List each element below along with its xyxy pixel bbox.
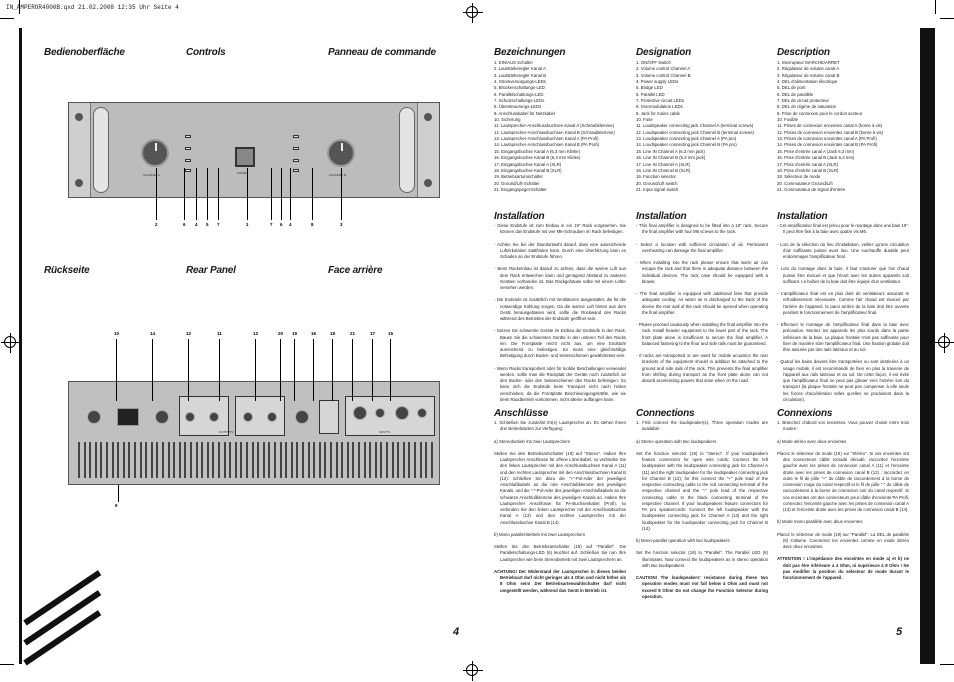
heading-rueckseite: Rückseite bbox=[44, 265, 90, 276]
paragraph: ACHTUNG! Der Widerstand der Lautsprecher in diesen beiden Betriebsart darf nicht geringer als 4 Ohm und nicht höher als 8 Ohm sein! Der Betriebsartenwahlschalter darf nicht umgestellt werden, während das Gerät in Betrieb ist. bbox=[494, 568, 626, 593]
front-callout: 3 bbox=[340, 222, 343, 227]
legend-item: 3. Régulateur de volume canal B bbox=[777, 72, 840, 78]
right-page-bar bbox=[920, 28, 935, 664]
callout-line bbox=[247, 168, 248, 220]
legend-item: 4. Power supply LEDs bbox=[636, 79, 679, 85]
front-callout: 6 bbox=[280, 222, 283, 227]
callout-line bbox=[294, 339, 295, 401]
vent-slot bbox=[302, 442, 304, 478]
callout-line bbox=[372, 339, 373, 401]
legend-item: 7. DEL de circuit protecteur bbox=[777, 98, 829, 104]
vent-slot bbox=[117, 442, 119, 478]
rear-callout: 10 bbox=[114, 331, 120, 336]
crop-mark bbox=[940, 664, 954, 665]
xlr-input-a[interactable] bbox=[395, 406, 409, 420]
rack-hole bbox=[75, 113, 83, 121]
rear-callout: 18 bbox=[330, 331, 336, 336]
vent-slot bbox=[145, 442, 147, 478]
heading-connexions: Connexions bbox=[777, 408, 833, 419]
vent-slot bbox=[308, 442, 310, 478]
rear-callout: 11 bbox=[217, 331, 222, 336]
legend-item: 6. Parallel LED bbox=[636, 91, 665, 97]
terminal-screw[interactable] bbox=[267, 412, 277, 422]
led-indicator bbox=[293, 169, 299, 172]
heading-connections: Connections bbox=[636, 408, 695, 419]
callout-line bbox=[280, 339, 281, 401]
legend-item: 2. Lautstärkeregler Kanal A bbox=[494, 66, 546, 72]
vent-slot bbox=[291, 442, 293, 478]
legend-item: 4. DEL d'alimentation électrique bbox=[777, 79, 838, 85]
legend-item: 1. EIN/AUS Schalter bbox=[494, 60, 533, 65]
front-callout: 1 bbox=[246, 222, 249, 227]
vent-slot bbox=[397, 442, 399, 478]
vent-slot bbox=[212, 442, 214, 478]
page-number-right: 5 bbox=[896, 626, 903, 638]
front-callout: 8 bbox=[311, 222, 314, 227]
legend-item: 10. Fusible bbox=[777, 117, 799, 123]
paragraph: Stellen Sie den Betriebsartschalter (19) auf "Stereo". Haben Ihre Lautsprecher Anschlüsse für offene Litzenkabel, so verbinden Sie den linken Lautsprecher mit den Anschlussbuchsen Kanal A (11) und den rechten Lautsprecher mit den Anschlussbuchsen Kanal B (12): schließen Sie dazu die "+"-Pol-Ader der jeweiligen Anschlußkabels an die rote Anschlußklemme des jeweiligen Kanals, und die "-"-Pol-Ader des jeweiligen Anschlußkabels an die schwarze Anschlußklemme des jeweiligen Kanals an. Haben Ihre Lautsprecher Anschlüsse für PA-Buchsenkabel (Profi), so verbinden Sie den linken Lautsprecher mit der Anschlussbuchse Kanal A (13) und den rechten Lautsprecher mit der Anschlussbuchse Kanal B (14). bbox=[494, 450, 626, 525]
callout-line bbox=[271, 168, 272, 220]
vent-slot bbox=[263, 442, 265, 478]
legend-item: 8. DEL de régime de saturation bbox=[777, 104, 837, 110]
vent-slot bbox=[386, 442, 388, 478]
mains-socket[interactable] bbox=[117, 408, 139, 426]
paragraph: - This final amplifier is designed to be fitted into a 19" rack. Secure the final amplifier with four M6 screws to the rack. bbox=[636, 223, 768, 235]
paragraph: - Diese Endstufe ist zum Einbau in ein 19" Rack vorgesehen. Sie können das Endstufe mit vier M6-Schrauben im Rack befestigen. bbox=[494, 223, 626, 235]
rear-callout: 17 bbox=[370, 331, 376, 336]
label-outputs: OUTPUTS bbox=[219, 430, 234, 434]
heading-anschluesse: Anschlüsse bbox=[494, 408, 549, 419]
legend-item: 5. DEL de pont bbox=[777, 85, 806, 91]
vent-slot bbox=[336, 442, 338, 478]
legend-item: 1. Interrupteur MARCHE/ARRET bbox=[777, 60, 840, 65]
led-indicator bbox=[293, 147, 299, 150]
paragraph: - Quand les baies doivent être transportées ou sont destinées à un usage mobile, il est recommandé de fixer en plus la traverse de l'appareil aux rails latéraux et au sol. De cette façon, il est évité que l'amplificateur final ne peut pas glisser vers l'arrière lors du transport (la plaque frontale ne peut pas compenser à elle seule les forces d'accélération telles qu'elles se produisent dans la circulation). bbox=[777, 359, 909, 402]
callout-line bbox=[218, 168, 219, 220]
front-callout: 7 bbox=[217, 222, 220, 227]
led-indicator bbox=[185, 135, 191, 138]
vent-slot bbox=[168, 442, 170, 478]
callout-line bbox=[332, 339, 333, 401]
legend-item: 21. Eingangspegel-Schalter bbox=[494, 186, 547, 192]
legend-item: 4. Stromversorgungs-LEDs bbox=[494, 79, 546, 85]
legend-item: 20. Commutateur Ground/Lift bbox=[777, 180, 833, 186]
legend-item: 2. Régulateur de volume canal A bbox=[777, 66, 840, 72]
paragraph: - Effectuer le montage de l'amplificateur final dans la baie avec précaution. Montez les appareils les plus lourds dans la partie inférieure de la baie. La plaque frontale n'est pas suffisante pour fixer de manière sûre l'amplificateur final. Une fixation globale doit être assurée par des rails latéraux et au sol. bbox=[777, 322, 909, 352]
legend-item: 17. Line IN Channel A (XLR) bbox=[636, 161, 690, 167]
rack-hole bbox=[424, 113, 432, 121]
vent-slot bbox=[296, 442, 298, 478]
legend-item: 13. Loudspeaker connecting jack Channel A (PA pro) bbox=[636, 136, 737, 142]
heading-bedienoberflaeche: Bedienoberfläche bbox=[44, 47, 125, 58]
vent-slot bbox=[207, 442, 209, 478]
crop-mark bbox=[935, 0, 936, 14]
terminal-screw[interactable] bbox=[243, 412, 253, 422]
legend-item: 9. Prise de connexion pour le cordon secteur bbox=[777, 110, 863, 116]
paragraph: Placez le sélecteur de mode (19) sur "Parallel". La DEL de parallèle (6) s'allume. Connectez les enceintes comme en mode stéréo avec deux enceintes. bbox=[777, 531, 909, 549]
rear-callout: 14 bbox=[150, 331, 156, 336]
legend-item: 12. Loudspeaker connecting jack Channel B (terminal screws) bbox=[636, 129, 754, 135]
legend-fr bbox=[777, 60, 915, 193]
callout-line bbox=[352, 339, 353, 401]
legend-item: 12. Lautsprecher-Anschlussbuchsen Kanal B (Schraubklemme) bbox=[494, 129, 615, 135]
vent-slot bbox=[364, 442, 366, 478]
vent-slot bbox=[392, 442, 394, 478]
print-header: IN_AMPEROR4000B.qxd 21.02.2008 12:35 Uhr Seite 4 bbox=[6, 4, 179, 11]
paragraph: - Cet amplificateur final est prévu pour le montage dans une baie 19". Il peut être fixé à la baie avec quatre vis M6. bbox=[777, 223, 909, 235]
callout-line bbox=[341, 168, 342, 220]
vent-slot bbox=[246, 442, 248, 478]
connections-text-de bbox=[494, 420, 626, 600]
front-callout: 7 bbox=[270, 222, 273, 227]
legend-item: 5. Bridge LED bbox=[636, 85, 663, 91]
left-page-bar bbox=[19, 28, 22, 664]
paragraph: - Please proceed cautiously when installing the final amplifier into the rack. Install heavier equipment to the lower part of the rack. The front plate alone is insufficient to secure the final amplifier. A balanced fastening to the floor and side rails must be guaranteed. bbox=[636, 322, 768, 346]
legend-item: 3. Volume control Channel B bbox=[636, 72, 691, 78]
connections-text-fr bbox=[777, 420, 909, 587]
vent-slot bbox=[313, 442, 315, 478]
paragraph: ATTENTION ! L'impédance des enceintes en mode a) et b) ne doit pas être inférieure à 4 Ohm, ni supérieure à 8 Ohm ! Ne pas modifier la position du sélecteur de mode durant le fonctionnement de l'appareil. bbox=[777, 556, 909, 580]
vent-slot bbox=[420, 442, 422, 478]
rear-callout: 13 bbox=[253, 331, 259, 336]
vent-slot bbox=[341, 442, 343, 478]
handle-left bbox=[93, 107, 109, 193]
vent-slot bbox=[106, 442, 108, 478]
heading-installation-fr: Installation bbox=[777, 211, 828, 222]
paragraph: 1. First connect the loudspeaker(s). Three operation modes are available: bbox=[636, 420, 768, 432]
vent-slot bbox=[112, 442, 114, 478]
crop-mark bbox=[0, 18, 14, 19]
fuse-holder[interactable] bbox=[87, 410, 101, 424]
paragraph: - Die Endstufe ist zusätzlich mit Ventilatoren ausgestattet, die für die notwendige Kühlung sorgen. Da die warme Luft hinten aus dem Gerät herausgeblasen wird, sollte die Rückwand des Racks während des Betriebes der Endstufe geöffnet sein. bbox=[494, 297, 626, 321]
paragraph: Set the function selector (19) to "Stereo". If your loudspeakers feature connectors for open wire cords: Connect the left loudspeaker with the loudspeaker connecting jack for Channel A (11) and the right loudspeaker for the loudspeaker connecting jack for Channel B (12); for this connect the "+" pole lead of the respective connecting cable to the red connecting terminal of the respective channel and the "-" pole lead of the respective connecting cable to the black connecting terminal of the respective channel. If your loudspeakers feature connectors for PA pro speakercords: Connect the left loudspeaker with the loudspeaker connecting jack for Channel A (13) and the right loudspeaker for the loudspeaker connecting jack for Channel B (14). bbox=[636, 450, 768, 531]
power-switch[interactable] bbox=[235, 147, 255, 167]
vent-slot bbox=[95, 442, 97, 478]
vent-slot bbox=[319, 442, 321, 478]
legend-item: 7. Protective circuit LEDs bbox=[636, 98, 684, 104]
front-callout: 4 bbox=[289, 222, 292, 227]
heading-panneau: Panneau de commande bbox=[328, 47, 436, 58]
vent-slot bbox=[134, 442, 136, 478]
callout-line bbox=[313, 339, 314, 401]
vent-slot bbox=[330, 442, 332, 478]
heading-rear-panel: Rear Panel bbox=[186, 265, 236, 276]
callout-line bbox=[152, 339, 153, 401]
paragraph: - Lors du montage dans la baie, il faut s'assurer que l'air chaud puisse être évacué et que l'écart avec les autres appareils soit suffisant. Le boîtier de la baie doit être équipé d'un ventilateur. bbox=[777, 266, 909, 284]
vent-slot bbox=[229, 442, 231, 478]
paragraph: Placez le sélecteur de mode (19) sur "Stéréo". Si vos enceintes ont des connecteurs câble torsadé dénudé, raccordez l'enceinte gauche avec les prises de connexion canal A (11) et l'enceinte droite avec les prises de connexion canal B (12) ; raccordez en outre le fil de pôle "+" du câble de raccordement à la borne de connexion rouge du canal respectif et le fil de pôle "-" du câble de raccordement à la borne de connexion noir du canal respectif. Si vos enceintes ont des connecteurs pour câble d'enceinte PA Profi, connectez l'enceinte gauche avec les prises de connexion canal A (13) et l'enceinte droite avec les prises de connexion canal B (14). bbox=[777, 450, 909, 512]
vent-slot bbox=[140, 442, 142, 478]
vent-slot bbox=[151, 442, 153, 478]
label-channel-a: CHANNEL A bbox=[143, 173, 160, 177]
paragraph: - Wenn Racks transportiert oder für mobile Beschallungen verwendet werden, sollte man die Rückplatt der Geräte noch zusätzlich an den Boden- oder den Seitenschienen des Racks befestigen. So kann sich die Endstufe beim Transport nicht nach hinten verschieben, da die Frontplatte Beschleunigungskräfte, wie sie beim Raodbetrieb vorkommen, nicht alleine auffangen kann. bbox=[494, 365, 626, 402]
xlr-input-b[interactable] bbox=[353, 406, 367, 420]
vent-slot bbox=[358, 442, 360, 478]
rack-hole bbox=[75, 179, 83, 187]
legend-item: 18. Prise d'entrée canal B (XLR) bbox=[777, 167, 839, 173]
vent-slot bbox=[123, 442, 125, 478]
callout-line bbox=[116, 339, 117, 401]
paragraph: Stellen Sie den Betriebsartschalter (19) auf "Parallel". Die Parallelschaltungs-LED (6) leuchtet auf. Schließen Sie nun Ihre Lautsprecher wie beim Stereobetrieb mit zwei Lautsprechern an. bbox=[494, 544, 626, 562]
vent-slot bbox=[196, 442, 198, 478]
legend-item: 19. Function selector bbox=[636, 174, 676, 180]
legend-item: 15. Line IN Channel A (6.3 mm jack) bbox=[636, 148, 705, 154]
legend-item: 6. DEL de parallèle bbox=[777, 91, 814, 97]
callout-line bbox=[207, 168, 208, 220]
vent-slot bbox=[431, 442, 433, 478]
legend-en bbox=[636, 60, 774, 193]
rear-callout-9: 9 bbox=[115, 503, 118, 508]
vent-slot bbox=[179, 442, 181, 478]
paragraph: b) Mode mono parallèle avec deux enceintes bbox=[777, 519, 863, 525]
callout-line bbox=[290, 168, 291, 220]
rack-ear-right bbox=[417, 103, 439, 197]
rack-ear-left bbox=[69, 103, 91, 197]
speakon-jack-a[interactable] bbox=[295, 410, 309, 424]
vent-slot bbox=[280, 442, 282, 478]
jack-input-b[interactable] bbox=[375, 408, 385, 418]
front-callout: 4 bbox=[195, 222, 198, 227]
paragraph: a) Mode stéréo avec deux enceintes bbox=[777, 438, 847, 444]
led-indicator bbox=[293, 135, 299, 138]
callout-line bbox=[156, 168, 157, 220]
paragraph: - If racks are transported or are used for mobile acoustics the rear brackets of the equipment should in addition be attached to the ground and side rails of the rack. This prevents the final amplifier from shifting during transport as the front plate alone can not absorb accelerating powers that arise when on the road. bbox=[636, 353, 768, 383]
heading-designation: Designation bbox=[636, 47, 692, 58]
rear-callout: 21 bbox=[350, 331, 356, 336]
legend-item: 8. Übersteuerungs-LEDs bbox=[494, 104, 542, 110]
paragraph: - Lors de la sélection du lieu d'installation, veillez qu'une circulation d'air suffisante puisse avoir lieu. Une surchauffe durable peut endommager l'amplificateur final. bbox=[777, 241, 909, 259]
callout-line bbox=[118, 485, 119, 502]
legend-item: 9. Anschlusskabel für Netzkabel bbox=[494, 110, 555, 116]
legend-item: 19. Sélecteur de mode bbox=[777, 174, 821, 180]
callout-line bbox=[196, 168, 197, 220]
vent-slot bbox=[285, 442, 287, 478]
legend-item: 17. Prise d'entrée canal A (XLR) bbox=[777, 161, 839, 167]
legend-item: 11. Prises de connexion enceintes canal A (borne à vis) bbox=[777, 123, 883, 129]
legend-item: 9. Jack for mains cable bbox=[636, 110, 680, 116]
legend-item: 5. Brückenschaltungs-LED bbox=[494, 85, 545, 91]
volume-knob-a[interactable] bbox=[141, 139, 169, 167]
paragraph: - The final amplifier is equipped with additional fans that provide adequate cooling. As warm air is discharged to the back of the device the rear wall of the rack should be opened when operating the final amplifier. bbox=[636, 291, 768, 315]
vent-slot bbox=[252, 442, 254, 478]
registration-mark bbox=[466, 664, 478, 676]
vent-slot bbox=[408, 442, 410, 478]
legend-de bbox=[494, 60, 632, 193]
legend-item: 17. Eingangsbuchse Kanal A (XLR) bbox=[494, 161, 562, 167]
legend-item: 12. Prises de connexion enceintes canal B (borne à vis) bbox=[777, 129, 884, 135]
paragraph: - When installing into the rack please ensure that warm air can escape the rack and that there is adequate distance between the individual devices. The rack case should be equipped with a blower. bbox=[636, 260, 768, 284]
legend-item: 10. Fuse bbox=[636, 117, 653, 123]
legend-item: 15. Eingangsbuchse Kanal A (6,3 mm Klinke) bbox=[494, 148, 580, 154]
switch-block bbox=[319, 400, 339, 434]
paragraph: b) Mono-parallel operation with two loudspeakers bbox=[636, 538, 730, 543]
paragraph: CAUTION! The loudspeakers' resistance during these two operation modes must not fall below 4 Ohm and must not exceed 8 Ohm! Do not change the Function Selector during operation. bbox=[636, 575, 768, 599]
legend-item: 13. Prises de connexion enceintes canal A (PA Profi) bbox=[777, 136, 877, 142]
registration-mark bbox=[4, 336, 16, 348]
rear-callout: 19 bbox=[292, 331, 298, 336]
paragraph: - Setzen Sie schwerste Geräte im Einbau der Endstufe in den Rack. Bauen Sie die schwersten Geräte in den unteren Teil des Racks ein. Die Frontplatte reicht nicht aus, um eine Endstufe ausreichend zu befestigen. Es muss eine gleichmäßige Befestigung durch Boden- und Seitenschienen gewährleistet sein. bbox=[494, 328, 626, 359]
callout-line bbox=[390, 339, 391, 401]
volume-knob-b[interactable] bbox=[327, 139, 355, 167]
heading-controls: Controls bbox=[186, 47, 226, 58]
callout-line bbox=[188, 339, 189, 401]
paragraph: b) Mono parallel-Betrieb mit zwei Lautsprechern bbox=[494, 531, 586, 537]
front-panel-illustration bbox=[68, 102, 440, 198]
legend-item: 18. Eingangsbuchse Kanal B (XLR) bbox=[494, 167, 562, 173]
heading-face-arriere: Face arrière bbox=[328, 265, 383, 276]
connections-text-en bbox=[636, 420, 768, 606]
legend-item: 18. Line IN Channel B (XLR) bbox=[636, 167, 691, 173]
legend-item: 1. ON/OFF Switch bbox=[636, 60, 671, 65]
crop-mark bbox=[940, 18, 954, 19]
legend-item: 14. Lautsprecher-Anschlussbuchsen Kanal B (PA Profi) bbox=[494, 142, 600, 148]
vent-slot bbox=[201, 442, 203, 478]
legend-item: 2. Volume control Channel A bbox=[636, 66, 691, 72]
rear-callout: 12 bbox=[186, 331, 192, 336]
vent-slot bbox=[173, 442, 175, 478]
vent-slot bbox=[414, 442, 416, 478]
legend-item: 20. Ground/Lift-Schalter bbox=[494, 180, 540, 186]
vent-slot bbox=[190, 442, 192, 478]
vent-slot bbox=[257, 442, 259, 478]
label-power: POWER bbox=[237, 171, 249, 175]
jack-input-a[interactable] bbox=[417, 408, 427, 418]
legend-item: 14. Loudspeaker connecting jack Channel B (PA pro) bbox=[636, 142, 737, 148]
front-callout: 6 bbox=[183, 222, 186, 227]
paragraph: 1. Schließen Sie zunächst Ihr(e) Lautsprecher an. Es stehen Ihnen drei Betriebsarten zur Verfügung: bbox=[494, 420, 626, 432]
rear-callout: 15 bbox=[388, 331, 394, 336]
paragraph: Set the function selector (19) to "Parallel". The Parallel LED (6) illuminates. Now connect the loudspeakers as in stereo operation with two loudspeakers. bbox=[636, 550, 768, 568]
rack-hole bbox=[424, 179, 432, 187]
crop-mark bbox=[0, 664, 14, 665]
installation-text-de bbox=[494, 223, 626, 409]
led-indicator bbox=[185, 159, 191, 162]
vent-slot bbox=[218, 442, 220, 478]
legend-item: 8. Overmodulation LEDs bbox=[636, 104, 683, 110]
legend-item: 11. Loudspeaker connecting jack Channel A (terminal screws) bbox=[636, 123, 754, 129]
paragraph: 1. Branchez d'abord vos enceintes. Vous pouvez choisir entre trois modes : bbox=[777, 420, 909, 432]
callout-line bbox=[312, 168, 313, 220]
vent-slot bbox=[347, 442, 349, 478]
installation-text-en bbox=[636, 223, 768, 390]
callout-line bbox=[255, 339, 256, 401]
legend-item: 21. Input signal switch bbox=[636, 186, 679, 192]
heading-installation-en: Installation bbox=[636, 211, 687, 222]
speakon-jack-b[interactable] bbox=[155, 410, 169, 424]
vent-slot bbox=[162, 442, 164, 478]
legend-item: 10. Sicherung bbox=[494, 117, 521, 123]
vent-slot bbox=[78, 442, 80, 478]
vent-slot bbox=[425, 442, 427, 478]
paragraph: - L'amplificateur final est en plus doté de ventilateurs assurant le refroidissement nécessaire. Comme l'air chaud est évacué par l'arrière de l'appareil, la paroi arrière de la baie doit être ouverte pendant le fonctionnement de l'amplificateur final. bbox=[777, 291, 909, 315]
rear-callout: 16 bbox=[311, 331, 317, 336]
label-channel-b: CHANNEL B bbox=[329, 173, 347, 177]
legend-item: 16. Eingangsbuchse Kanal B (6,3 mm Klinke) bbox=[494, 155, 581, 161]
vent-slot bbox=[352, 442, 354, 478]
legend-item: 21. Commutateur de signal d'entrée bbox=[777, 186, 846, 192]
vent-slot bbox=[324, 442, 326, 478]
legend-item: 3. Lautstärkeregler Kanal B bbox=[494, 72, 547, 78]
vent-slot bbox=[156, 442, 158, 478]
legend-item: 20. Ground/Lift switch bbox=[636, 180, 678, 186]
legend-item: 16. Prise d'entrée canal B (Jack 6,3 mm) bbox=[777, 155, 855, 161]
led-indicator bbox=[185, 147, 191, 150]
vent-slot bbox=[403, 442, 405, 478]
callout-line bbox=[219, 339, 220, 401]
vent-slot bbox=[268, 442, 270, 478]
led-indicator bbox=[185, 169, 191, 172]
vent-slot bbox=[184, 442, 186, 478]
callout-line bbox=[184, 168, 185, 220]
terminal-screw[interactable] bbox=[185, 412, 195, 422]
legend-item: 14. Prises de connexion enceintes canal B (PA Profi) bbox=[777, 142, 878, 148]
legend-item: 11. Lautsprecher-Anschlussbuchsen Kanal A (Schraubklemme) bbox=[494, 123, 615, 129]
rear-callout: 20 bbox=[278, 331, 284, 336]
vent-slot bbox=[274, 442, 276, 478]
vent-slot bbox=[224, 442, 226, 478]
front-callout: 2 bbox=[155, 222, 158, 227]
paragraph: a) Stereo operation with two loudspeakers bbox=[636, 438, 717, 444]
vent-slot bbox=[380, 442, 382, 478]
installation-text-fr bbox=[777, 223, 909, 409]
vent-slot bbox=[84, 442, 86, 478]
front-callout: 5 bbox=[206, 222, 209, 227]
vent-slot bbox=[235, 442, 237, 478]
vent-slot bbox=[100, 442, 102, 478]
handle-right bbox=[399, 107, 415, 193]
registration-mark bbox=[938, 336, 950, 348]
heading-bezeichnungen: Bezeichnungen bbox=[494, 47, 566, 58]
led-indicator bbox=[293, 159, 299, 162]
callout-line bbox=[281, 168, 282, 220]
vent-slot bbox=[128, 442, 130, 478]
legend-item: 15. Prise d'entrée canal A (Jack 6,3 mm) bbox=[777, 148, 855, 154]
vent-slot bbox=[240, 442, 242, 478]
vent-slot bbox=[89, 442, 91, 478]
vent-slot bbox=[369, 442, 371, 478]
page-number-left: 4 bbox=[453, 626, 460, 638]
label-inputs: INPUTS bbox=[379, 430, 391, 434]
paragraph: - Beim Rackeinbau ist darauf zu achten, dass die warme Luft aus dem Rack entweichen kann und genügend Abstand zu anderen Geräten vorhanden ist. Das Rackgehäuse sollte mit einem Lüfter versehen werden. bbox=[494, 266, 626, 290]
crop-mark bbox=[19, 0, 20, 14]
paragraph: - Select a location with sufficient circulation of air. Permanent overheating can damage the final amplifier. bbox=[636, 241, 768, 253]
legend-item: 16. Line IN Channel B (6.3 mm jack) bbox=[636, 155, 706, 161]
heading-description: Description bbox=[777, 47, 830, 58]
legend-item: 7. Schutzschaltungs-LEDs bbox=[494, 98, 545, 104]
legend-item: 19. Betriebsartumschalter bbox=[494, 174, 543, 180]
heading-installation-de: Installation bbox=[494, 211, 545, 222]
registration-mark bbox=[466, 6, 478, 18]
paragraph: - Achten Sie bei der Standortwahl darauf, dass eine ausreichende Luftzirkulation stattfinden kann. Durch eine Überhitzung kann es Schaden an der Endstufe führen. bbox=[494, 241, 626, 259]
legend-item: 13. Lautsprecher-Anschlussbuchsen Kanal A (PA Profi) bbox=[494, 136, 599, 142]
terminal-screw[interactable] bbox=[209, 412, 219, 422]
paragraph: a) Stereobetrieb mit zwei Lautsprechern bbox=[494, 438, 571, 444]
vent-slot bbox=[375, 442, 377, 478]
legend-item: 6. Parallelschaltungs-LED bbox=[494, 91, 544, 97]
